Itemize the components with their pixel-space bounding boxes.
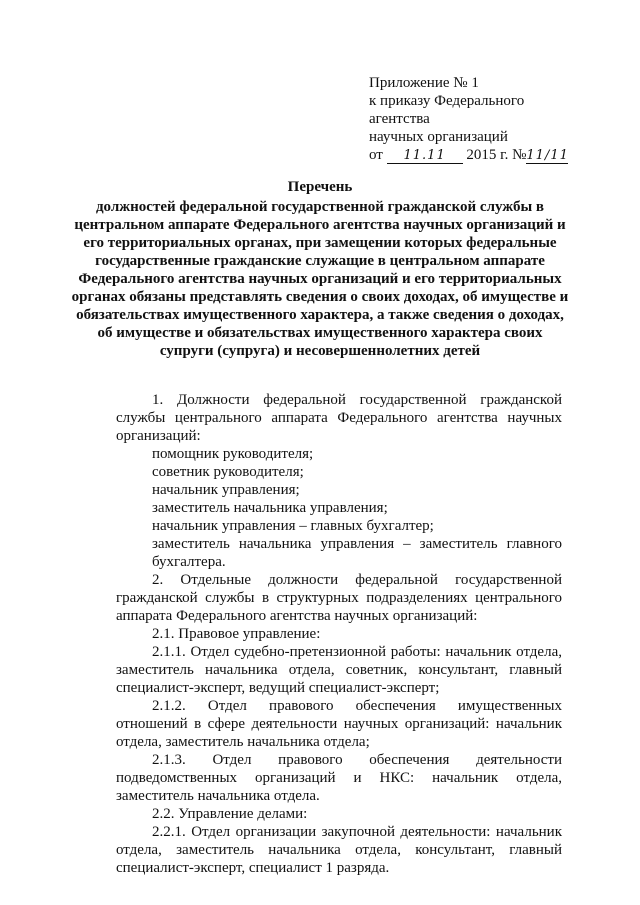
attachment-line-3: агентства [369, 111, 430, 127]
list-item: помощник руководителя; [152, 446, 314, 462]
section-2-1: 2.1. Правовое управление: [152, 626, 321, 642]
order-year: 2015 г. [466, 147, 509, 163]
handwritten-date: 11.11 [387, 148, 463, 164]
number-prefix: № [512, 147, 527, 163]
section-2-1-2: 2.1.2. Отдел правового обеспечения имущественных отношений в сфере деятельности научных организаций: начальник отдела, заместитель начальника отдела; [116, 698, 562, 750]
document-title [70, 178, 570, 360]
section-2-2-1: 2.2.1. Отдел организации закупочной деятельности: начальник отдела, заместитель начальника отдела, консультант, главный специалист-эксперт, специалист 1 разряда. [116, 824, 562, 876]
section-2-1-3: 2.1.3. Отдел правового обеспечения деятельности подведомственных организаций и НКС: начальник отдела, заместитель начальника отдела. [116, 752, 562, 804]
document-body [116, 391, 562, 877]
list-item: заместитель начальника управления – заместитель главного бухгалтера. [152, 536, 562, 570]
list-item: заместитель начальника управления; [152, 500, 388, 516]
paragraph-2: 2. Отдельные должности федеральной государственной гражданской службы в структурных подразделениях центрального аппарата Федерального агентства научных организаций: [116, 572, 562, 624]
attachment-block [369, 74, 599, 164]
list-item: советник руководителя; [152, 464, 304, 480]
title-heading: Перечень [287, 179, 353, 195]
paragraph-1: 1. Должности федеральной государственной гражданской службы центрального аппарата Федерального агентства научных организаций: [116, 392, 562, 444]
attachment-line-4: научных организаций [369, 129, 508, 145]
order-date-line [369, 146, 599, 164]
date-prefix: от [369, 147, 383, 163]
title-text: должностей федеральной государственной гражданской службы в центральном аппарате Федерального агентства научных организаций и его территориальных органах, при замещении которых федеральные государственные гражданские служащие в центральном аппарате Федерального агентства научных организаций и его территориальных органах обязаны представлять сведения о своих доходах, об имуществе и обязательствах имущественного характера, а также сведения о доходах, об имуществе и обязательствах имущественного характера своих супруги (супруга) и несовершеннолетних детей [71, 199, 569, 359]
section-2-2: 2.2. Управление делами: [152, 806, 308, 822]
handwritten-order-number: 11/11 [526, 148, 569, 163]
list-item: начальник управления; [152, 482, 300, 498]
list-item: начальник управления – главных бухгалтер; [152, 518, 434, 534]
attachment-line-1: Приложение № 1 [369, 75, 479, 91]
attachment-line-2: к приказу Федерального [369, 93, 525, 109]
section-2-1-1: 2.1.1. Отдел судебно-претензионной работы: начальник отдела, заместитель начальника отдела, советник, консультант, главный специалист-эксперт, ведущий специалист-эксперт; [116, 644, 562, 696]
